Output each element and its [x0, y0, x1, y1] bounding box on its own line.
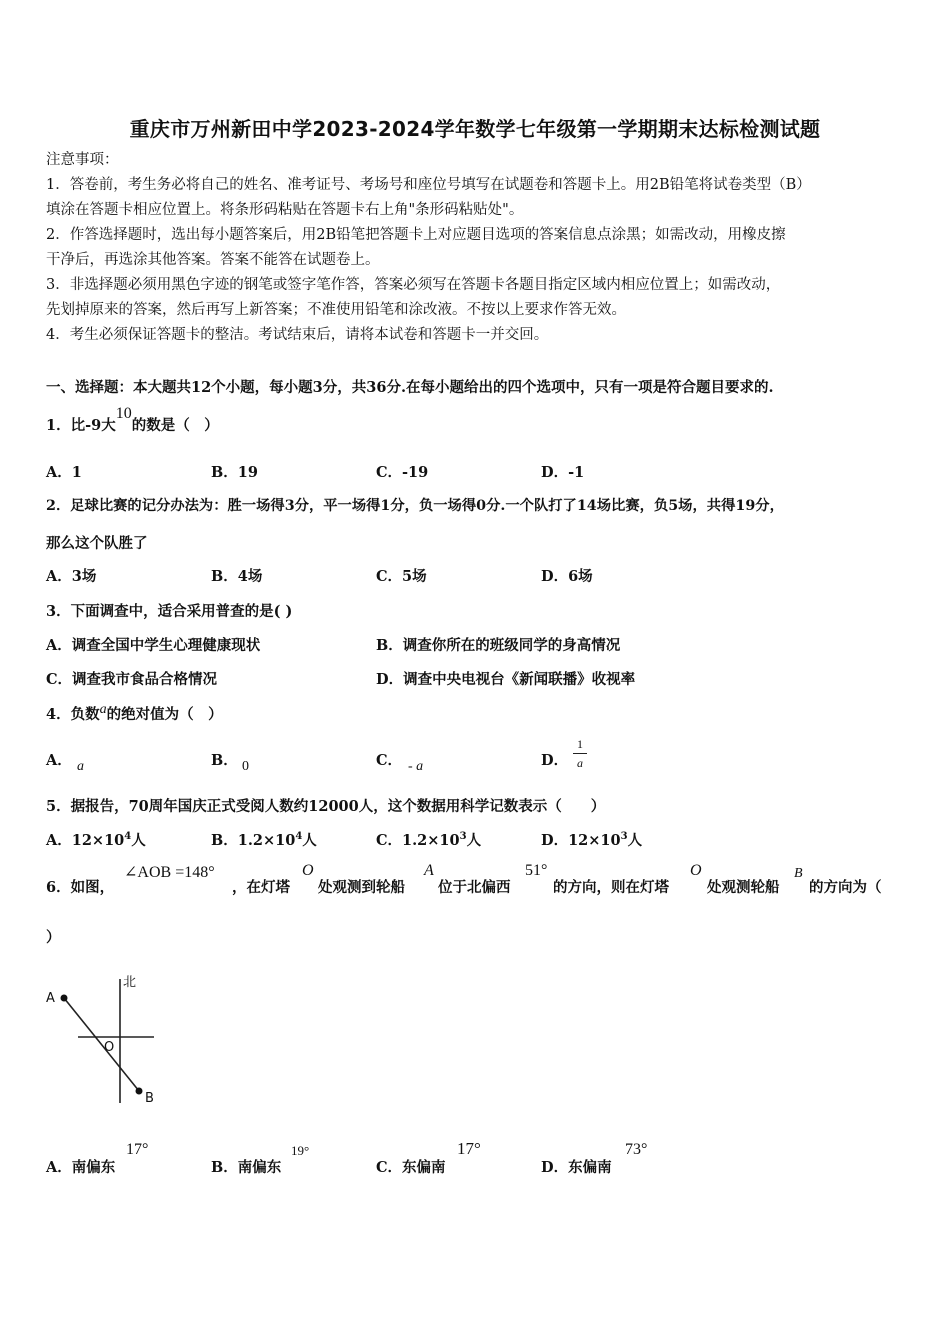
question-5: 5．据报告，70周年国庆正式受阅人数约12000人，这个数据用科学记数表示（ ） [46, 798, 606, 815]
q1-option-c: C．-19 [376, 464, 429, 481]
q1-text-pre: 1．比-9大 [46, 417, 116, 434]
q6-option-a-label: A．南偏东 [46, 1159, 116, 1176]
fraction-bar [573, 753, 587, 754]
q4-variable: a [99, 702, 107, 717]
q6-text-1: ，在灯塔 [232, 879, 290, 896]
notice-line: 2．作答选择题时，选出每小题答案后，用2B铅笔把答题卡上对应题目选项的答案信息点涂黑；如需改动，用橡皮擦 [46, 227, 786, 243]
question-2-line1: 2．足球比赛的记分办法为：胜一场得3分，平一场得1分，负一场得0分.一个队打了14场比赛，负5场，共得19分， [46, 498, 784, 514]
q4-option-a-value: a [77, 759, 84, 774]
q5-option-d: D．$12\times 10^3$人 [541, 831, 643, 849]
notice-line: 干净后，再选涂其他答案。答案不能答在试题卷上。 [46, 252, 380, 268]
q6-option-b-deg: 19° [291, 1143, 310, 1158]
q3-option-c: C．调查我市食品合格情况 [46, 671, 218, 688]
figure-label-o: O [104, 1040, 115, 1055]
point-a-dot [61, 995, 68, 1002]
figure-label-a: A [46, 991, 55, 1006]
q6-option-d-deg: 73° [625, 1141, 648, 1158]
q2-option-c: C．5场 [376, 568, 427, 585]
q6-text-4: 的方向，则在灯塔 [553, 879, 669, 896]
notice-heading: 注意事项： [46, 152, 119, 168]
q3-option-a: A．调查全国中学生心理健康现状 [46, 637, 261, 654]
q1-option-a: A．1 [46, 464, 82, 481]
notice-line: 4．考生必须保证答题卡的整洁。考试结束后，请将本试卷和答题卡一并交回。 [46, 327, 549, 343]
q3-option-b: B．调查你所在的班级同学的身高情况 [376, 637, 621, 654]
question-2-line2: 那么这个队胜了 [46, 535, 148, 552]
q4-text-pre: 4．负数 [46, 706, 100, 723]
q4-option-c-value: - a [408, 759, 424, 774]
q6-text-5: 处观测轮船 [707, 879, 780, 896]
notice-line: 1．答卷前，考生务必将自己的姓名、准考证号、考场号和座位号填写在试题卷和答题卡上。用2B铅笔将试卷类型（B） [46, 177, 811, 193]
q6-option-a-deg: 17° [126, 1141, 149, 1158]
q6-text-2: 处观测到轮船 [318, 879, 405, 896]
question-3: 3．下面调查中，适合采用普查的是( ) [46, 603, 293, 620]
q6-point-o-2: O [690, 862, 702, 879]
q6-point-b: B [794, 866, 803, 881]
q6-angle: ∠AOB =148° [124, 864, 215, 881]
q3-option-d: D．调查中央电视台《新闻联播》收视率 [376, 671, 636, 688]
q5-option-b: B．$1.2\times 10^4$人 [211, 831, 317, 849]
page-title: 重庆市万州新田中学2023-2024学年数学七年级第一学期期末达标检测试题 [129, 117, 821, 141]
notice [46, 148, 811, 348]
q6-text-6: 的方向为（ [809, 879, 882, 896]
q2-option-b: B．4场 [211, 568, 263, 585]
q6-option-d-label: D．东偏南 [541, 1159, 612, 1176]
q6-text-pre: 6．如图， [46, 879, 115, 896]
q1-number: 10 [115, 405, 132, 422]
q6-option-c-label: C．东偏南 [376, 1159, 446, 1176]
q5-option-a: A．$12\times 10^4$人 [46, 831, 146, 849]
figure-label-north: 北 [123, 975, 137, 990]
q6-point-o: O [302, 862, 314, 879]
q4-option-b-value: 0 [242, 759, 249, 774]
q4-option-d-fraction [573, 737, 587, 770]
q4-option-c-label: C． [376, 752, 403, 769]
fraction-denominator: a [577, 756, 583, 770]
q1-option-b: B．19 [211, 464, 258, 481]
q1-text-post: 的数是（ ） [131, 417, 219, 434]
figure-label-b: B [145, 1091, 154, 1106]
q6-option-b-label: B．南偏东 [211, 1159, 282, 1176]
section-heading: 一、选择题：本大题共12个小题，每小题3分，共36分.在每小题给出的四个选项中，只有一项是符合题目要求的. [46, 379, 774, 396]
q2-option-a: A．3场 [46, 568, 97, 585]
q4-option-b-label: B． [211, 752, 238, 769]
q6-point-a: A [424, 862, 434, 879]
notice-line: 填涂在答题卡相应位置上。将条形码粘贴在答题卡右上角"条形码粘贴处"。 [46, 202, 524, 218]
notice-line: 先划掉原来的答案，然后再写上新答案；不准使用铅笔和涂改液。不按以上要求作答无效。 [46, 302, 626, 318]
notice-line: 3．非选择题必须用黑色字迹的钢笔或签字笔作答，答案必须写在答题卡各题目指定区域内相应位置上；如需改动， [46, 277, 781, 293]
point-b-dot [136, 1088, 143, 1095]
q1-option-d: D．-1 [541, 464, 585, 481]
ray-oa-ob [64, 998, 139, 1091]
q6-close-paren: ） [46, 929, 61, 946]
question-4 [46, 703, 223, 724]
q6-degree: 51° [525, 862, 548, 879]
q4-text-post: 的绝对值为（ ） [106, 706, 223, 723]
q4-option-d-label: D． [541, 752, 569, 769]
question-1 [46, 405, 219, 435]
q5-option-c: C．$1.2\times 10^3$人 [376, 831, 482, 849]
q6-option-c-deg: 17° [457, 1139, 481, 1158]
q4-option-a-label: A． [46, 752, 72, 769]
fraction-numerator: 1 [577, 737, 583, 751]
q6-figure [40, 965, 180, 1115]
q2-option-d: D．6场 [541, 568, 593, 585]
q6-text-3: 位于北偏西 [438, 879, 511, 896]
